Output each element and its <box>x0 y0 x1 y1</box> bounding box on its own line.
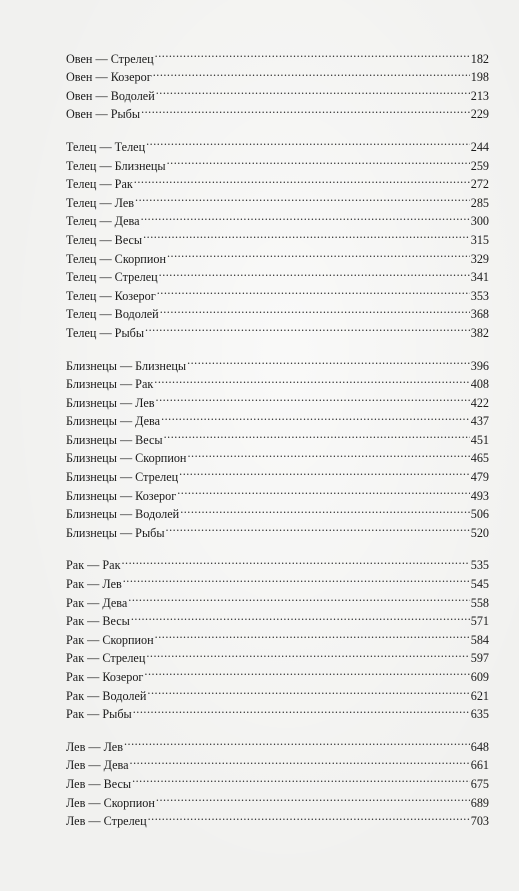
dot-leader <box>166 518 470 537</box>
toc-entry-page-number: 703 <box>470 814 489 829</box>
toc-entry-title: Лев — Скорпион <box>66 795 155 810</box>
toc-entry-page-number: 422 <box>470 395 489 410</box>
toc-entry-page-number: 300 <box>470 214 489 229</box>
toc-entry-title: Близнецы — Козерог <box>66 488 177 503</box>
toc-entry-page-number: 584 <box>470 632 489 647</box>
toc-entry-page-number: 315 <box>470 232 489 247</box>
toc-entry-page-number: 609 <box>470 670 489 684</box>
toc-entry-title: Лев — Лев <box>66 739 123 754</box>
toc-entry-page-number: 329 <box>470 251 489 266</box>
toc-group <box>66 44 489 122</box>
dot-leader <box>155 625 470 644</box>
toc-entry-page-number: 368 <box>470 307 489 322</box>
toc-entry-page-number: 408 <box>470 377 489 392</box>
dot-leader <box>164 425 470 444</box>
dot-leader <box>159 263 470 282</box>
toc-entry-page-number: 213 <box>470 88 489 103</box>
dot-leader <box>156 81 470 100</box>
toc-entry-title: Лев — Стрелец <box>66 814 147 829</box>
dot-leader <box>147 681 469 700</box>
toc-entry-title: Овен — Рыбы <box>66 107 141 122</box>
toc-entry-title: Овен — Козерог <box>66 70 152 85</box>
toc-entry-title: Лев — Весы <box>66 776 132 791</box>
toc-entry-page-number: 545 <box>470 577 489 592</box>
toc-entry-page-number: 648 <box>470 739 489 754</box>
toc-entry-page-number: 571 <box>470 614 489 629</box>
toc-entry-page-number: 272 <box>470 177 489 192</box>
toc-entry-title: Телец — Дева <box>66 214 140 229</box>
toc-entry <box>66 588 489 610</box>
dot-leader <box>123 569 470 588</box>
dot-leader <box>146 132 470 151</box>
toc-entry-page-number: 341 <box>470 270 489 285</box>
dot-leader <box>180 500 470 519</box>
dot-leader <box>122 551 470 570</box>
toc-entry-page-number: 493 <box>470 488 489 503</box>
toc-entry-title: Овен — Водолей <box>66 88 155 103</box>
toc-group <box>66 732 489 829</box>
toc-entry-page-number: 353 <box>470 288 489 303</box>
toc-entry-title: Близнецы — Дева <box>66 414 161 429</box>
toc-entry <box>66 551 489 573</box>
toc-entry-title: Рак — Водолей <box>66 688 147 703</box>
dot-leader <box>160 300 470 319</box>
dot-leader <box>141 207 470 226</box>
toc-entry <box>66 769 489 791</box>
dot-leader <box>167 151 470 170</box>
dot-leader <box>155 44 470 63</box>
toc-entry <box>66 607 489 629</box>
toc-entry-title: Близнецы — Водолей <box>66 507 180 522</box>
toc-entry-page-number: 198 <box>470 70 489 85</box>
dot-leader <box>143 225 470 244</box>
toc-entry-page-number: 285 <box>470 195 489 210</box>
dot-leader <box>134 170 470 189</box>
toc-entry-title: Телец — Близнецы <box>66 158 166 173</box>
dot-leader <box>154 370 469 389</box>
toc-entry-title: Близнецы — Стрелец <box>66 470 179 485</box>
dot-leader <box>156 788 470 807</box>
toc-entry-title: Рак — Весы <box>66 614 130 629</box>
toc-entry-page-number: 244 <box>470 139 489 154</box>
toc-entry-title: Рак — Рак <box>66 558 121 573</box>
toc-entry-title: Телец — Стрелец <box>66 270 158 285</box>
toc-entry-page-number: 451 <box>470 432 489 447</box>
toc-entry-page-number: 396 <box>470 358 489 373</box>
toc-entry-title: Овен — Стрелец <box>66 51 154 66</box>
dot-leader <box>144 662 469 681</box>
dot-leader <box>141 100 470 119</box>
dot-leader <box>157 281 470 300</box>
toc-entry-title: Рак — Стрелец <box>66 651 146 666</box>
toc-entry-title: Близнецы — Скорпион <box>66 451 187 466</box>
toc-entry-title: Телец — Лев <box>66 195 135 210</box>
toc-entry-page-number: 635 <box>470 707 489 722</box>
toc-entry-title: Рак — Скорпион <box>66 632 154 647</box>
toc-entry-title: Телец — Водолей <box>66 307 159 322</box>
toc-entry-page-number: 437 <box>470 414 489 429</box>
toc-entry-page-number: 661 <box>470 758 489 773</box>
toc-entry-title: Близнецы — Близнецы <box>66 358 187 373</box>
toc-entry-page-number: 621 <box>470 688 489 703</box>
dot-leader <box>132 769 470 788</box>
toc-entry <box>66 351 489 373</box>
toc-entry-page-number: 229 <box>470 107 489 122</box>
toc-entry-page-number: 597 <box>470 651 489 666</box>
toc-entry-title: Рак — Дева <box>66 595 128 610</box>
toc-entry-title: Телец — Козерог <box>66 288 156 303</box>
toc-entry-title: Телец — Рак <box>66 177 133 192</box>
toc-entry-title: Лев — Дева <box>66 758 129 773</box>
dot-leader <box>128 588 469 607</box>
dot-leader <box>135 188 470 207</box>
toc-entry-title: Близнецы — Лев <box>66 395 155 410</box>
toc-entry-title: Телец — Рыбы <box>66 325 145 340</box>
toc-entry-page-number: 182 <box>470 51 489 66</box>
toc-entry-title: Рак — Козерог <box>66 670 144 684</box>
toc-entry-page-number: 465 <box>470 451 489 466</box>
toc-entry-page-number: 506 <box>470 507 489 522</box>
dot-leader <box>161 407 470 426</box>
dot-leader <box>133 700 470 719</box>
toc-entry-page-number: 520 <box>470 525 489 540</box>
toc-entry-page-number: 689 <box>470 795 489 810</box>
toc-entry <box>66 569 489 592</box>
dot-leader <box>124 732 470 751</box>
toc-entry-title: Телец — Весы <box>66 232 143 247</box>
dot-leader <box>179 462 470 481</box>
table-of-contents <box>66 44 489 829</box>
toc-entry <box>66 751 489 773</box>
dot-leader <box>145 318 470 337</box>
dot-leader <box>177 481 470 500</box>
dot-leader <box>130 751 470 770</box>
toc-entry <box>66 44 489 66</box>
toc-entry <box>66 732 489 754</box>
dot-leader <box>131 607 470 626</box>
toc-group <box>66 551 489 722</box>
toc-entry <box>66 132 489 154</box>
toc-entry-title: Близнецы — Рак <box>66 377 154 392</box>
dot-leader <box>148 807 470 826</box>
toc-entry-page-number: 259 <box>470 158 489 173</box>
toc-entry-title: Телец — Телец <box>66 139 146 154</box>
dot-leader <box>146 644 469 663</box>
toc-entry-title: Близнецы — Весы <box>66 432 163 447</box>
toc-entry-page-number: 479 <box>470 470 489 485</box>
toc-group <box>66 351 489 540</box>
dot-leader <box>153 63 470 82</box>
dot-leader <box>187 351 470 370</box>
dot-leader <box>187 444 469 463</box>
toc-entry-page-number: 535 <box>470 558 489 573</box>
toc-entry-page-number: 382 <box>470 325 489 340</box>
toc-entry-title: Близнецы — Рыбы <box>66 525 165 540</box>
toc-entry-page-number: 675 <box>470 776 489 791</box>
toc-entry-title: Телец — Скорпион <box>66 251 166 266</box>
toc-group <box>66 132 489 340</box>
toc-entry-title: Рак — Рыбы <box>66 707 132 722</box>
dot-leader <box>167 244 470 263</box>
toc-entry-title: Рак — Лев <box>66 577 122 592</box>
dot-leader <box>156 388 470 407</box>
toc-entry-page-number: 558 <box>470 595 489 610</box>
